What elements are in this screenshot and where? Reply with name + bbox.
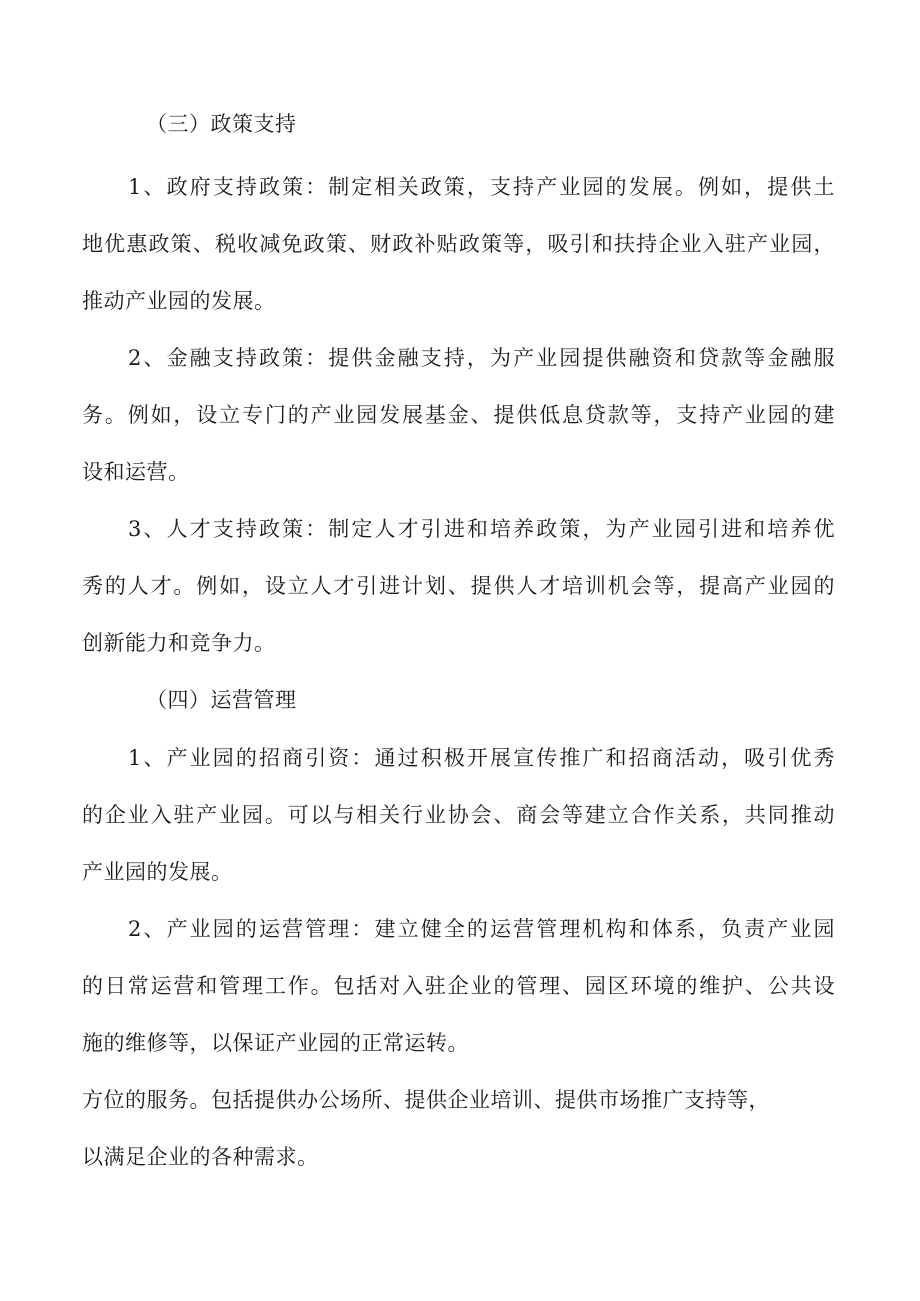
paragraph-line: 以满足企业的各种需求。 [82, 1145, 319, 1169]
paragraph-line: 务。例如，设立专门的产业园发展基金、提供低息贷款等，支持产业园的建 [82, 403, 835, 427]
paragraph-line: 的企业入驻产业园。可以与相关行业协会、商会等建立合作关系，共同推动 [82, 803, 835, 827]
paragraph-line: 1、政府支持政策：制定相关政策，支持产业园的发展。例如，提供土 [128, 175, 835, 199]
paragraph-line: 1、产业园的招商引资：通过积极开展宣传推广和招商活动，吸引优秀 [128, 746, 835, 770]
paragraph-line: 秀的人才。例如，设立人才引进计划、提供人才培训机会等，提高产业园的 [82, 574, 835, 598]
paragraph-line: 3、人才支持政策：制定人才引进和培养政策，为产业园引进和培养优 [128, 517, 835, 541]
paragraph-line: 的日常运营和管理工作。包括对入驻企业的管理、园区环境的维护、公共设 [82, 974, 835, 998]
paragraph-line: 2、产业园的运营管理：建立健全的运营管理机构和体系，负责产业园 [128, 917, 835, 941]
section-heading-policy-support: （三）政策支持 [146, 112, 297, 136]
section-heading-operations: （四）运营管理 [146, 688, 297, 712]
paragraph-line: 推动产业园的发展。 [82, 289, 276, 313]
paragraph-line: 方位的服务。包括提供办公场所、提供企业培训、提供市场推广支持等， [82, 1088, 770, 1112]
paragraph-line: 地优惠政策、税收减免政策、财政补贴政策等，吸引和扶持企业入驻产业园， [82, 232, 835, 256]
paragraph-line: 产业园的发展。 [82, 860, 233, 884]
paragraph-line: 施的维修等，以保证产业园的正常运转。 [82, 1031, 469, 1055]
paragraph-line: 2、金融支持政策：提供金融支持，为产业园提供融资和贷款等金融服 [128, 346, 835, 370]
paragraph-line: 设和运营。 [82, 460, 190, 484]
paragraph-line: 创新能力和竞争力。 [82, 631, 276, 655]
